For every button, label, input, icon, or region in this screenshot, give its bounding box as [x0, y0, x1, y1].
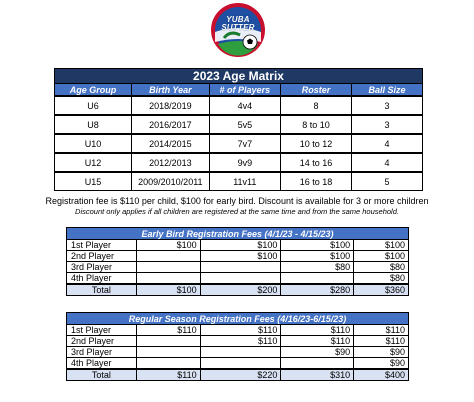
- total-cell: $280: [281, 284, 354, 296]
- regular-row-player1: [67, 325, 409, 336]
- fee-cell: [281, 358, 354, 370]
- fee-cell: $110: [281, 336, 354, 347]
- fee-cell: [136, 273, 200, 285]
- fee-cell: $100: [281, 251, 354, 262]
- cell-ball-size: 5: [352, 172, 423, 191]
- cell-birth-year: 2012/2013: [131, 153, 209, 172]
- cell-num-players: 11v11: [209, 172, 280, 191]
- fee-cell: $110: [200, 325, 281, 336]
- logo-text-line2: SUTTER: [221, 23, 255, 32]
- fee-cell: [200, 262, 281, 273]
- fee-cell: [136, 358, 200, 370]
- fee-cell: $80: [354, 262, 409, 273]
- cell-age-group: U15: [55, 172, 132, 191]
- cell-num-players: 7v7: [209, 134, 280, 153]
- total-label: Total: [67, 369, 137, 381]
- early-bird-title: Early Bird Registration Fees (4/1/23 - 4/15/23): [67, 228, 409, 240]
- age-row-u8: [55, 115, 423, 134]
- player-label: 3rd Player: [67, 347, 137, 358]
- cell-num-players: 4v4: [209, 96, 280, 115]
- fee-cell: [136, 347, 200, 358]
- cell-ball-size: 4: [352, 153, 423, 172]
- fee-cell: $80: [281, 262, 354, 273]
- cell-num-players: 5v5: [209, 115, 280, 134]
- cell-ball-size: 3: [352, 96, 423, 115]
- fee-cell: $110: [354, 325, 409, 336]
- fee-cell: $100: [200, 240, 281, 251]
- fee-cell: $90: [354, 347, 409, 358]
- total-cell: $100: [136, 284, 200, 296]
- age-matrix-table: [54, 68, 423, 191]
- fee-cell: $110: [354, 336, 409, 347]
- header-birth-year: Birth Year: [131, 84, 209, 97]
- cell-roster: 8: [280, 96, 351, 115]
- cell-age-group: U8: [55, 115, 132, 134]
- total-cell: $310: [281, 369, 354, 381]
- early-row-player4: [67, 273, 409, 285]
- fee-cell: [200, 347, 281, 358]
- fee-cell: $100: [354, 240, 409, 251]
- player-label: 1st Player: [67, 240, 137, 251]
- total-label: Total: [67, 284, 137, 296]
- early-row-total: [67, 284, 409, 296]
- fee-cell: [136, 251, 200, 262]
- fee-cell: [281, 273, 354, 285]
- registration-fee-note: Registration fee is $110 per child, $100 for early bird. Discount is available for 3 or more children: [45, 196, 429, 206]
- regular-row-total: [67, 369, 409, 381]
- fee-cell: $110: [281, 325, 354, 336]
- logo-wordmark: [210, 16, 266, 32]
- cell-roster: 16 to 18: [280, 172, 351, 191]
- player-label: 4th Player: [67, 273, 137, 285]
- cell-roster: 10 to 12: [280, 134, 351, 153]
- fee-cell: $100: [136, 240, 200, 251]
- logo-text-line1: YUBA: [226, 15, 250, 24]
- header-num-players: # of Players: [209, 84, 280, 97]
- cell-birth-year: 2016/2017: [131, 115, 209, 134]
- player-label: 1st Player: [67, 325, 137, 336]
- total-cell: $110: [136, 369, 200, 381]
- age-row-u15: [55, 172, 423, 191]
- regular-season-fees-table: [66, 312, 409, 381]
- fee-cell: $100: [354, 251, 409, 262]
- fee-cell: $100: [200, 251, 281, 262]
- age-row-u10: [55, 134, 423, 153]
- cell-birth-year: 2018/2019: [131, 96, 209, 115]
- total-cell: $200: [200, 284, 281, 296]
- fee-cell: [200, 358, 281, 370]
- discount-note: Discount only applies if all children are registered at the same time and from the same household.: [75, 207, 399, 216]
- regular-row-player4: [67, 358, 409, 370]
- regular-row-player2: [67, 336, 409, 347]
- cell-age-group: U6: [55, 96, 132, 115]
- cell-roster: 8 to 10: [280, 115, 351, 134]
- early-row-player3: [67, 262, 409, 273]
- player-label: 3rd Player: [67, 262, 137, 273]
- header-age-group: Age Group: [55, 84, 132, 97]
- age-row-u12: [55, 153, 423, 172]
- fee-cell: $110: [200, 336, 281, 347]
- cell-ball-size: 4: [352, 134, 423, 153]
- fee-cell: [136, 262, 200, 273]
- fee-cell: $90: [281, 347, 354, 358]
- early-bird-fees-table: [66, 227, 409, 296]
- total-cell: $400: [354, 369, 409, 381]
- regular-row-player3: [67, 347, 409, 358]
- fee-cell: [200, 273, 281, 285]
- total-cell: $360: [354, 284, 409, 296]
- fee-cell: $80: [354, 273, 409, 285]
- header-ball-size: Ball Size: [352, 84, 423, 97]
- cell-birth-year: 2014/2015: [131, 134, 209, 153]
- early-row-player2: [67, 251, 409, 262]
- cell-age-group: U12: [55, 153, 132, 172]
- total-cell: $220: [200, 369, 281, 381]
- cell-birth-year: 2009/2010/2011: [131, 172, 209, 191]
- regular-season-title: Regular Season Registration Fees (4/16/23-6/15/23): [67, 313, 409, 325]
- cell-roster: 14 to 16: [280, 153, 351, 172]
- player-label: 4th Player: [67, 358, 137, 370]
- header-roster: Roster: [280, 84, 351, 97]
- cell-ball-size: 3: [352, 115, 423, 134]
- cell-age-group: U10: [55, 134, 132, 153]
- cell-num-players: 9v9: [209, 153, 280, 172]
- club-logo: [210, 2, 266, 58]
- fee-cell: [136, 336, 200, 347]
- early-row-player1: [67, 240, 409, 251]
- fee-cell: $90: [354, 358, 409, 370]
- age-row-u6: [55, 96, 423, 115]
- age-matrix-title: 2023 Age Matrix: [55, 69, 423, 84]
- fee-cell: $100: [281, 240, 354, 251]
- fee-cell: $110: [136, 325, 200, 336]
- player-label: 2nd Player: [67, 251, 137, 262]
- player-label: 2nd Player: [67, 336, 137, 347]
